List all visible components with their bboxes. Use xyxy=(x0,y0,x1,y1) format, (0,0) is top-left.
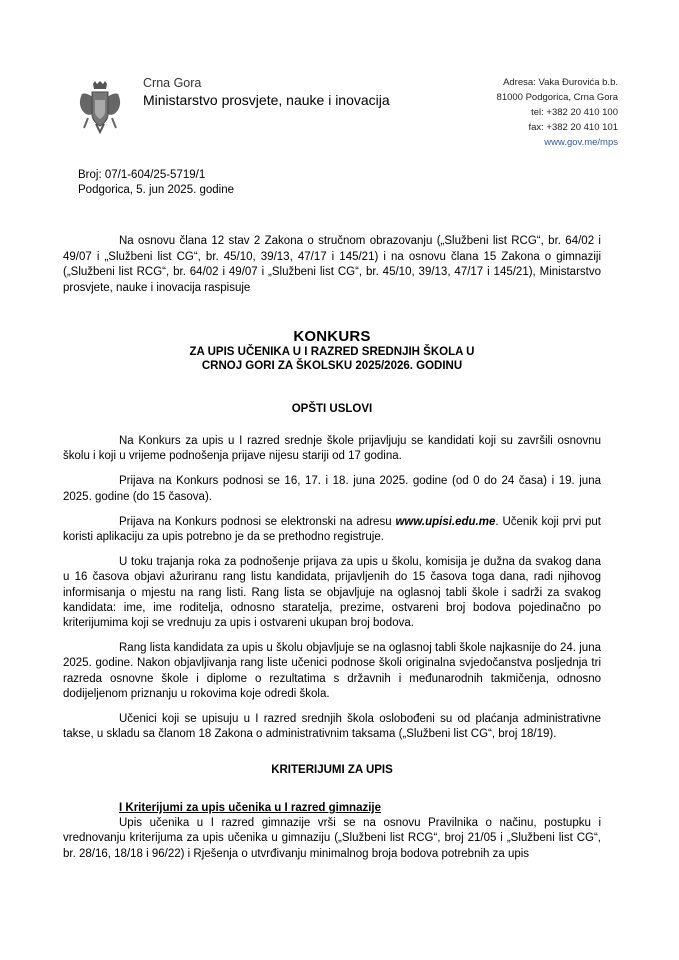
country-name: Crna Gora xyxy=(143,76,202,90)
title-line-2: CRNOJ GORI ZA ŠKOLSKU 2025/2026. GODINU xyxy=(201,360,463,372)
document-title xyxy=(63,328,601,373)
reference-block xyxy=(78,168,234,198)
criteria-paragraph-1: Upis učenika u I razred gimnazije vrši se na osnovu Pravilnika o načinu, postupku i vrednovanju kriterijuma za upis učenika u gimnaziju („Službeni list RCG“, broj 21/05 i „Službeni list CG“, br. 28/16, 18/18 i 96/22) i Rješenja o utvrđivanju minimalnog broja bodova potrebnih za upis xyxy=(63,817,601,860)
title-main: KONKURS xyxy=(293,328,371,345)
general-paragraph-4: U toku trajanja roka za podnošenje prijava za upis u školu, komisija je dužna da svakog dana u 16 časova objavi ažuriranu rang listu kandidata, prijavljenih do 15 časova toga dana, radi njihovog informisanja o mjestu na rang listi. Rang lista se objavljuje na oglasnoj tabli škole i sadrži za svakog kandidata: ime, ime roditelja, odnosno staratelja, prezime, ostvareni broj bodova pojedinačno po kriterijumima koji se vrednuju za upis i ostvareni ukupan broj bodova. xyxy=(63,556,601,630)
ministry-name: Ministarstvo prosvjete, nauke i inovacija xyxy=(143,92,390,108)
address: Adresa: Vaka Đurovića b.b. xyxy=(503,77,618,88)
general-paragraph-3: Prijava na Konkurs podnosi se elektronski na adresu www.upisi.edu.me. Učenik koji prvi put koristi aplikaciju za upis potrebno je da se prethodno registruje. xyxy=(63,515,601,544)
general-paragraph-5: Rang lista kandidata za upis u školu objavljuje se na oglasnoj tabli škole najkasnije do 24. juna 2025. godine. Nakon objavljivanja rang liste učenici podnose školi originalna svjedočanstva posljednja tri razreda osnovne škole i diplome o rezultatima s državnih i međunarodnih takmičenja, odnosno dodijeljenom priznanju u rokovima koje odredi škola. xyxy=(63,642,601,700)
general-paragraph-2: Prijava na Konkurs podnosi se 16, 17. i 18. juna 2025. godine (od 0 do 24 časa) i 19. juna 2025. godine (do 15 časova). xyxy=(63,475,601,503)
application-url-link[interactable]: www.upisi.edu.me xyxy=(395,515,496,528)
contact-block xyxy=(497,75,618,150)
intro-text: Na osnovu člana 12 stav 2 Zakona o stručnom obrazovanju („Službeni list RCG“, br. 64/02 i 49/07 i „Službeni list CG“, br. 45/10, 39/13, 47/17 i 145/21) i na osnovu člana 15 Zakona o gimnaziji („Službeni list RCG“, br. 64/02 i 49/07 i „Službeni list CG“, br. 45/10, 39/13, 47/17 i 145/21), Ministarstvo prosvjete, nauke i inovacija raspisuje xyxy=(63,235,601,294)
letterhead xyxy=(78,75,618,155)
intro-paragraph xyxy=(63,234,601,296)
website-link[interactable]: www.gov.me/mps xyxy=(544,137,618,148)
telephone: tel: +382 20 410 100 xyxy=(531,107,618,118)
fax: fax: +382 20 410 101 xyxy=(528,122,618,133)
reference-number: Broj: 07/1-604/25-5719/1 xyxy=(78,169,206,181)
criteria-heading: KRITERIJUMI ZA UPIS xyxy=(271,764,393,776)
general-paragraph-1: Na Konkurs za upis u I razred srednje škole prijavljuju se kandidati koji su završili osnovnu školu i koji u vrijeme podnošenja prijave nijesu stariji od 17 godina. xyxy=(63,435,601,463)
general-conditions-heading: OPŠTI USLOVI xyxy=(291,403,373,415)
general-paragraph-6: Učenici koji se upisuju u I razred srednjih škola oslobođeni su od plaćanja administrativne takse, u skladu sa članom 18 Zakona o administrativnim taksama („Službeni list CG“, broj 18/19). xyxy=(63,713,601,741)
coat-of-arms-icon xyxy=(78,80,122,140)
criteria-body xyxy=(63,801,601,872)
criteria-subheading: I Kriterijumi za upis učenika u I razred gimnazije xyxy=(119,802,382,814)
general-conditions-body xyxy=(63,434,601,752)
place-date: Podgorica, 5. jun 2025. godine xyxy=(78,184,235,196)
city: 81000 Podgorica, Crna Gora xyxy=(496,92,618,103)
title-line-1: ZA UPIS UČENIKA U I RAZRED SREDNJIH ŠKOLA U xyxy=(189,346,475,358)
